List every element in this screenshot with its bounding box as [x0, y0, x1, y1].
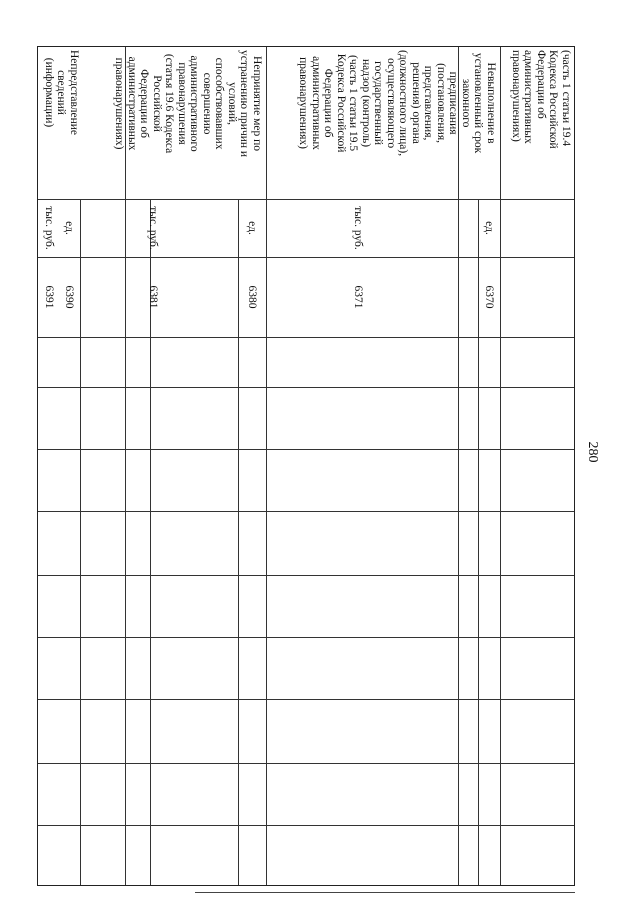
unit-cell: ед.	[63, 221, 75, 235]
column-divider	[38, 699, 574, 700]
column-divider	[38, 637, 574, 638]
row-divider	[266, 47, 267, 885]
subrow-divider	[238, 199, 239, 886]
column-divider	[38, 449, 574, 450]
code-cell: 6371	[352, 285, 364, 309]
unit-cell: тыс. руб.	[352, 206, 364, 250]
column-divider	[38, 511, 574, 512]
column-divider	[38, 575, 574, 576]
page-number: 280	[585, 441, 600, 463]
code-cell: 6380	[246, 285, 258, 309]
unit-cell: ед.	[246, 221, 258, 235]
row-label-nondisclosure: Непредставление сведений (информации)	[43, 50, 80, 136]
bottom-rule	[195, 892, 575, 893]
row-label-article-19-4: (часть 1 статьи 19.4 Кодекса Российской Федерации об административных правонарушениях)	[510, 50, 572, 149]
column-divider	[38, 763, 574, 764]
subrow-divider	[80, 199, 81, 886]
unit-cell: тыс. руб.	[43, 206, 55, 250]
row-label-article-19-5: Невыполнение в установленный срок законного предписания (постановления, представления, решения) органа (должностного лица), осуществляющего государственный надзор (контроль) (часть 1 статьи 19.5 Кодекса Российской Федерации об административных правонарушениях)	[297, 50, 497, 157]
row-label-article-19-6: Непринятие мер по устранению причин и условий, способствовавших совершению административного правонарушения (статья 19.6 Кодекса Российской Федерации об административных правонарушениях)	[113, 50, 263, 158]
column-divider	[38, 257, 574, 258]
row-divider	[458, 47, 459, 885]
column-divider	[38, 387, 574, 388]
subrow-divider	[478, 199, 479, 886]
column-divider	[38, 199, 574, 200]
unit-cell: ед.	[483, 221, 495, 235]
code-cell: 6390	[63, 285, 75, 309]
row-divider	[125, 47, 126, 885]
code-cell: 6370	[483, 285, 495, 309]
unit-cell: тыс. руб.	[147, 206, 159, 250]
document-table	[37, 46, 575, 886]
row-divider	[500, 47, 501, 885]
column-divider	[38, 825, 574, 826]
code-cell: 6381	[147, 285, 159, 309]
column-divider	[38, 337, 574, 338]
code-cell: 6391	[43, 285, 55, 309]
